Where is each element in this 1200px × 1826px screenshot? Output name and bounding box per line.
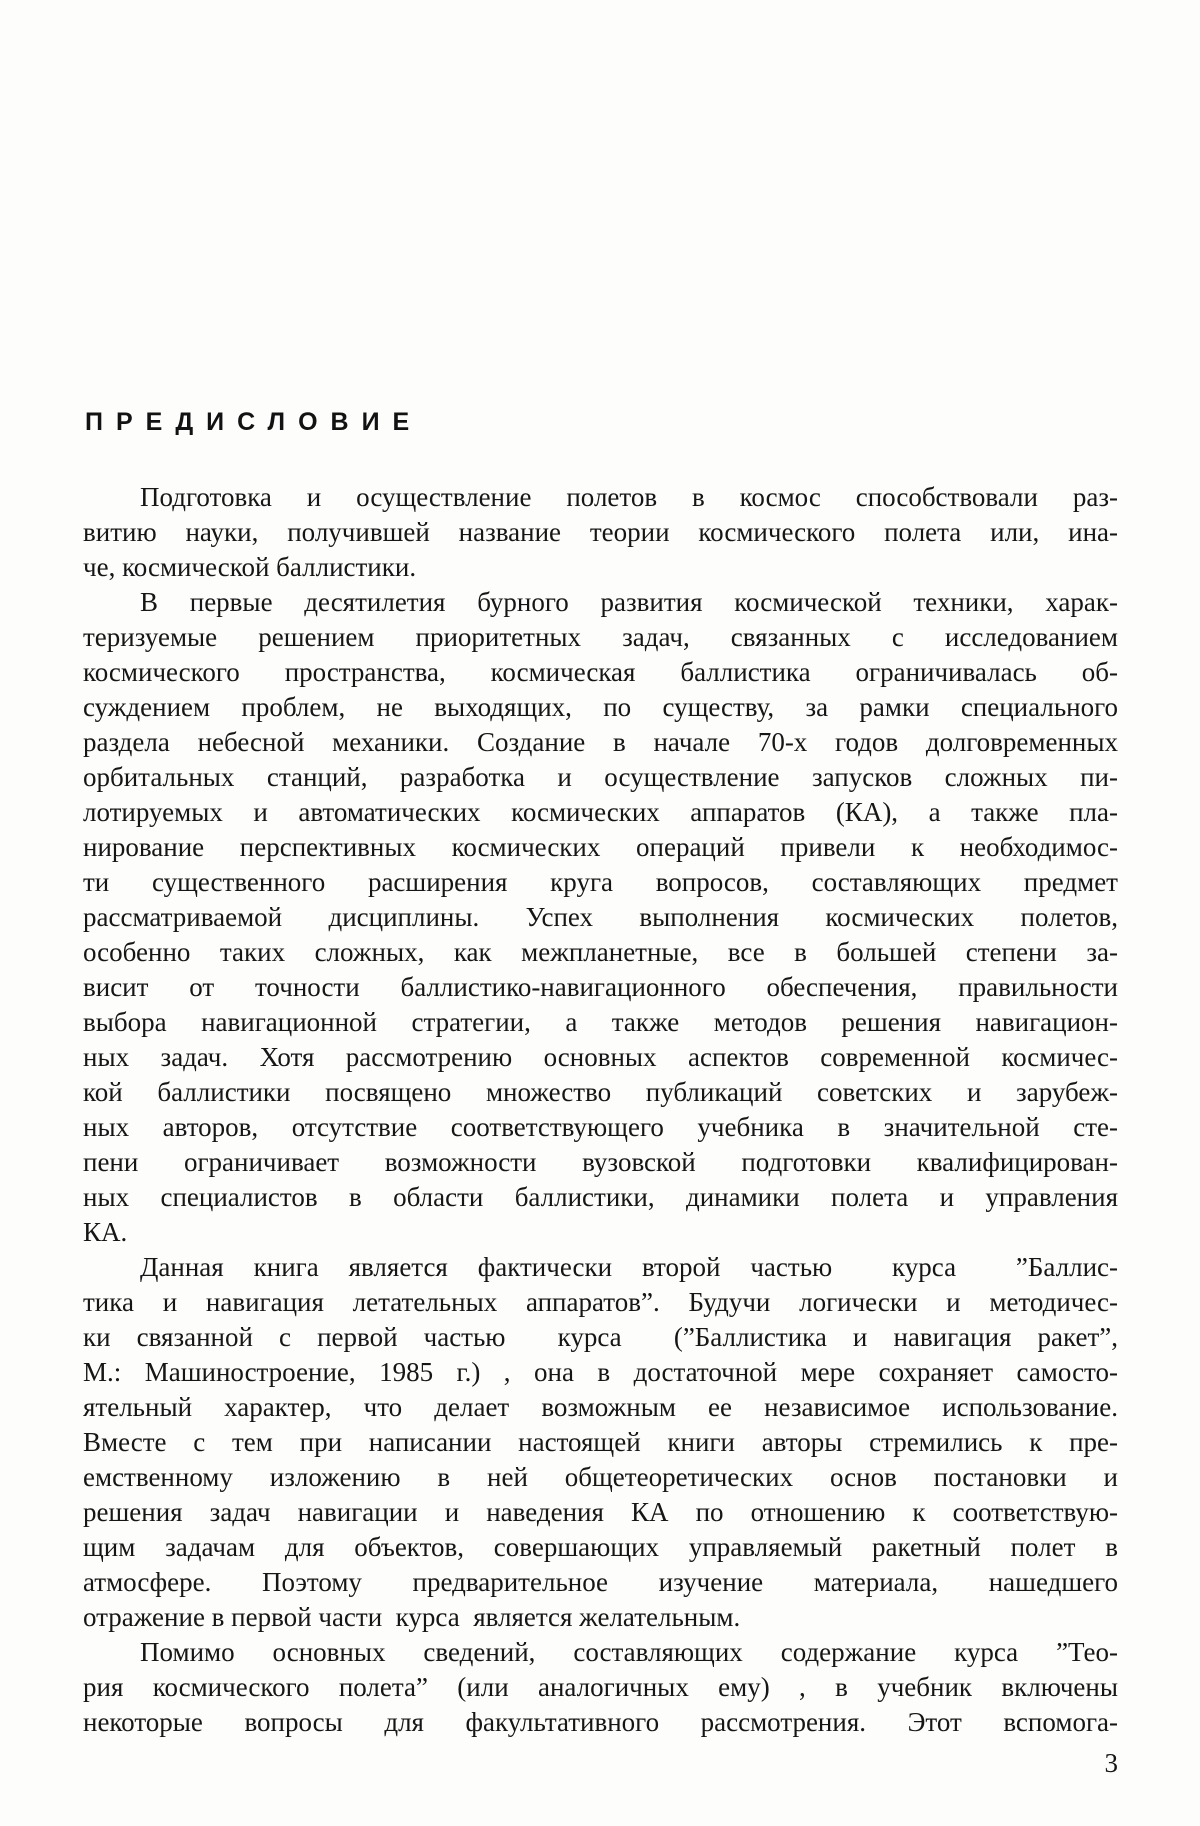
paragraph [83,1635,1118,1740]
text-line: М.: Машиностроение, 1985 г.) , она в достаточной мере сохраняет самосто- [83,1357,1118,1387]
text-line: ятельный характер, что делает возможным ее независимое использование. [83,1392,1118,1422]
text-line: че, космической баллистики. [83,552,417,582]
text-line: витию науки, получившей название теории космического полета или, ина- [83,517,1118,547]
text-line: нирование перспективных космических операций привели к необходимос- [83,832,1118,862]
text-line: решения задач навигации и наведения КА по отношению к соответствую- [83,1497,1118,1527]
text-line: Подготовка и осуществление полетов в космос способствовали раз- [140,482,1118,512]
paragraph [83,1250,1118,1635]
paragraph [83,585,1118,1250]
text-line: суждением проблем, не выходящих, по существу, за рамки специального [83,692,1118,722]
text-line: пени ограничивает возможности вузовской подготовки квалифицирован- [83,1147,1118,1177]
text-line: отражение в первой части курса является желательным. [83,1602,741,1632]
text-line: ти существенного расширения круга вопросов, составляющих предмет [83,867,1118,897]
text-line: особенно таких сложных, как межпланетные, все в большей степени за- [83,937,1118,967]
text-line: выбора навигационной стратегии, а также методов решения навигацион- [83,1007,1118,1037]
text-line: рия космического полета” (или аналогичных ему) , в учебник включены [83,1672,1118,1702]
text-line: КА. [83,1217,128,1247]
text-line: ных задач. Хотя рассмотрению основных аспектов современной космичес- [83,1042,1118,1072]
text-line: ных авторов, отсутствие соответствующего учебника в значительной сте- [83,1112,1118,1142]
text-line: лотируемых и автоматических космических аппаратов (КА), а также пла- [83,797,1118,827]
text-line: В первые десятилетия бурного развития космической техники, харак- [140,587,1118,617]
text-line: ки связанной с первой частью курса (”Баллистика и навигация ракет”, [83,1322,1118,1352]
text-line: Помимо основных сведений, составляющих содержание курса ”Тео- [140,1637,1118,1667]
text-line: тика и навигация летательных аппаратов”. Будучи логически и методичес- [83,1287,1118,1317]
text-line: некоторые вопросы для факультативного рассмотрения. Этот вспомога- [83,1707,1118,1737]
text-line: кой баллистики посвящено множество публикаций советских и зарубеж- [83,1077,1118,1107]
text-line: теризуемые решением приоритетных задач, связанных с исследованием [83,622,1118,652]
text-line: орбитальных станций, разработка и осуществление запусков сложных пи- [83,762,1118,792]
text-line: космического пространства, космическая баллистика ограничивалась об- [83,657,1118,687]
preface-text-block [83,480,1118,1740]
page-title: ПРЕДИСЛОВИЕ [85,408,423,436]
text-line: Вместе с тем при написании настоящей книги авторы стремились к пре- [83,1427,1118,1457]
text-line: раздела небесной механики. Создание в начале 70-х годов долговременных [83,727,1118,757]
paragraph [83,480,1118,585]
text-line: ных специалистов в области баллистики, динамики полета и управления [83,1182,1118,1212]
text-line: щим задачам для объектов, совершающих управляемый ракетный полет в [83,1532,1118,1562]
text-line: емственному изложению в ней общетеоретических основ постановки и [83,1462,1118,1492]
page-number: 3 [1104,1748,1118,1778]
text-line: атмосфере. Поэтому предварительное изучение материала, нашедшего [83,1567,1118,1597]
text-line: Данная книга является фактически второй частью курса ”Баллис- [140,1252,1118,1282]
text-line: рассматриваемой дисциплины. Успех выполнения космических полетов, [83,902,1118,932]
text-line: висит от точности баллистико-навигационного обеспечения, правильности [83,972,1118,1002]
